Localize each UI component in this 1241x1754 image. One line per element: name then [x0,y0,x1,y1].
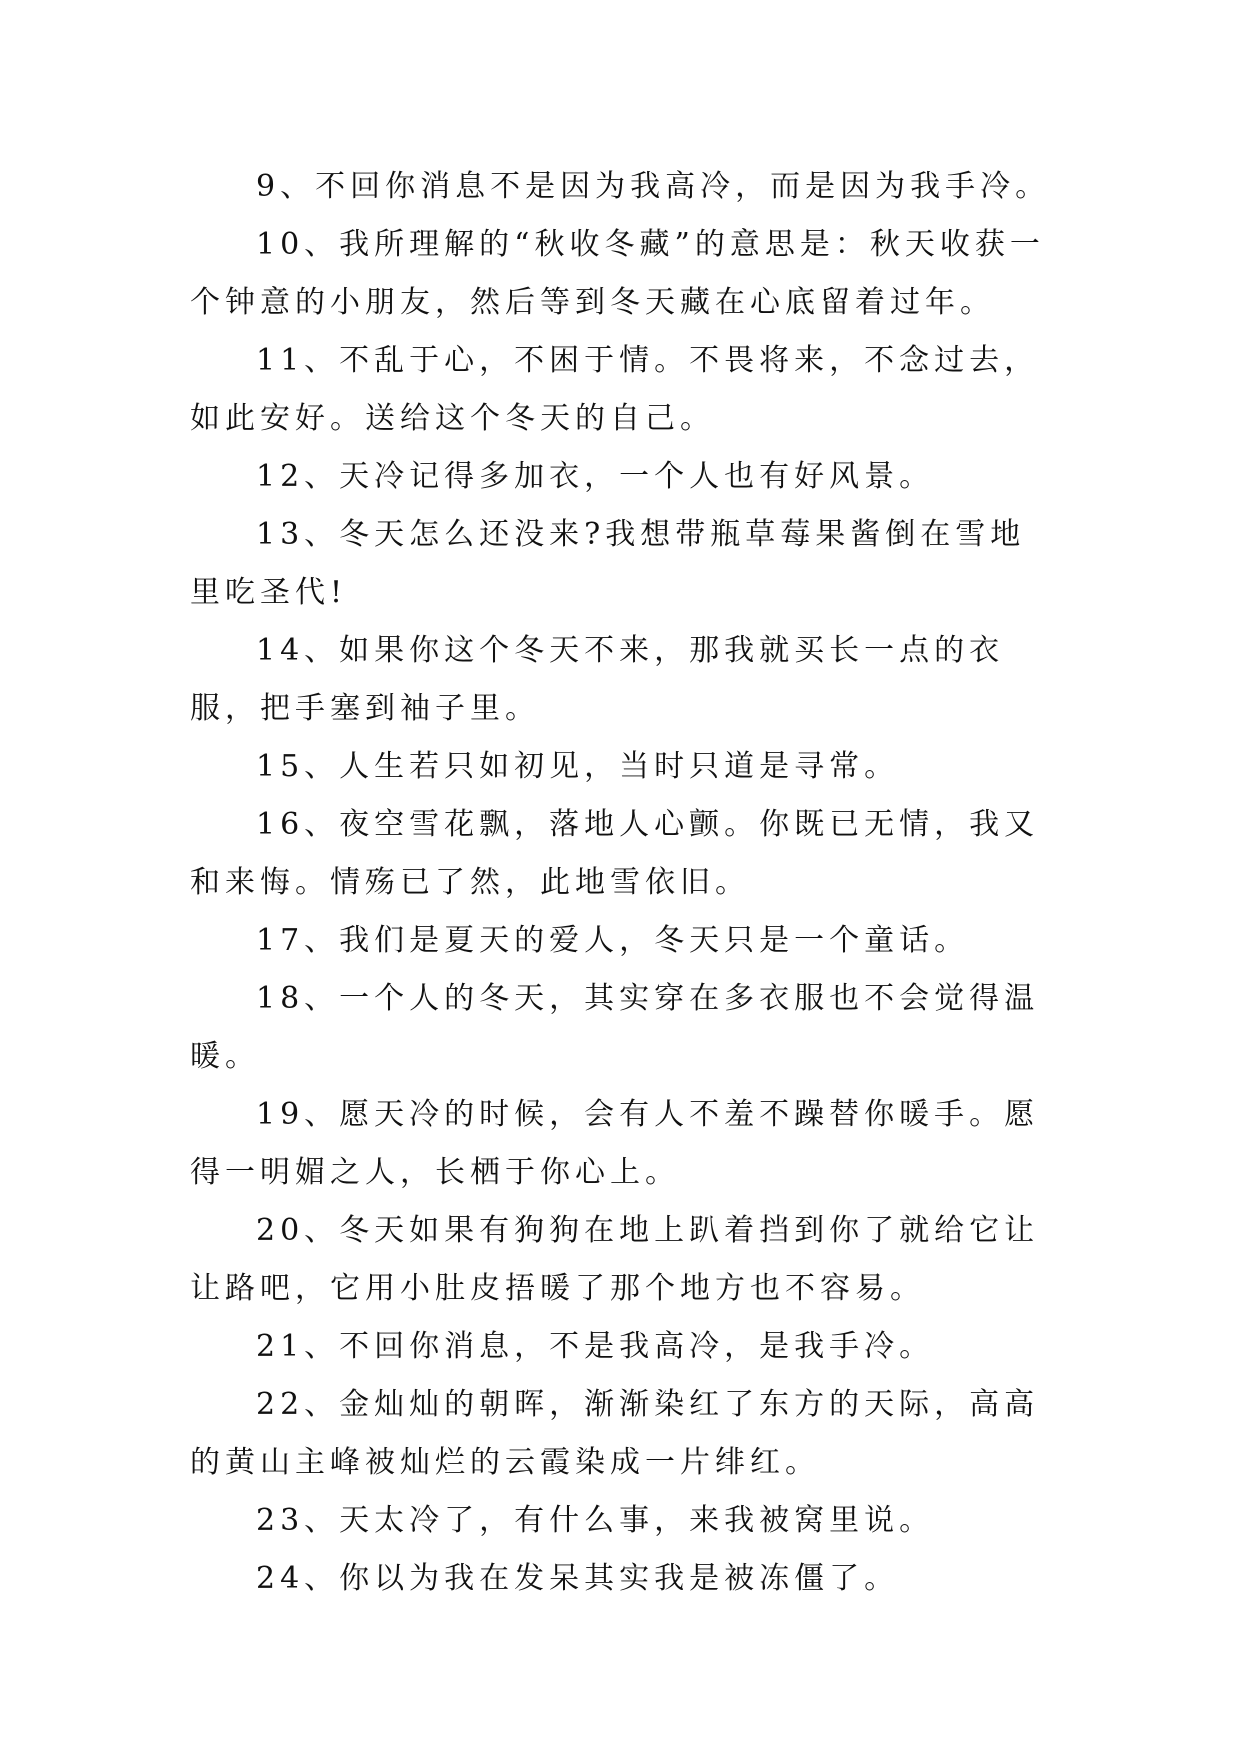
quote-item: 21、不回你消息，不是我高冷，是我手冷。 [256,1329,935,1364]
quote-item: 11、不乱于心，不困于情。不畏将来，不念过去，如此安好。送给这个冬天的自己。 [190,343,1040,436]
quote-item: 10、我所理解的“秋收冬藏”的意思是：秋天收获一个钟意的小朋友，然后等到冬天藏在心底留着过年。 [190,227,1045,320]
quote-item: 23、天太冷了，有什么事，来我被窝里说。 [256,1503,935,1538]
quote-item: 20、冬天如果有狗狗在地上趴着挡到你了就给它让让路吧，它用小肚皮捂暖了那个地方也不容易。 [190,1213,1040,1306]
document-content [190,158,1052,1608]
quote-item: 15、人生若只如初见，当时只道是寻常。 [256,749,900,784]
quote-item: 24、你以为我在发呆其实我是被冻僵了。 [256,1561,900,1596]
quote-item: 18、一个人的冬天，其实穿在多衣服也不会觉得温暖。 [190,981,1040,1074]
quote-item: 19、愿天冷的时候，会有人不羞不躁替你暖手。愿得一明媚之人，长栖于你心上。 [190,1097,1040,1190]
quote-item: 12、天冷记得多加衣，一个人也有好风景。 [256,459,935,494]
quote-item: 13、冬天怎么还没来?我想带瓶草莓果酱倒在雪地里吃圣代! [190,517,1026,610]
quote-item: 9、不回你消息不是因为我高冷，而是因为我手冷。 [256,169,1051,204]
quote-item: 14、如果你这个冬天不来，那我就买长一点的衣服，把手塞到袖子里。 [190,633,1005,726]
quote-item: 17、我们是夏天的爱人，冬天只是一个童话。 [256,923,970,958]
quote-item: 22、金灿灿的朝晖，渐渐染红了东方的天际，高高的黄山主峰被灿烂的云霞染成一片绯红。 [190,1387,1040,1480]
quote-item: 16、夜空雪花飘，落地人心颤。你既已无情，我又和来悔。情殇已了然，此地雪依旧。 [190,807,1040,900]
